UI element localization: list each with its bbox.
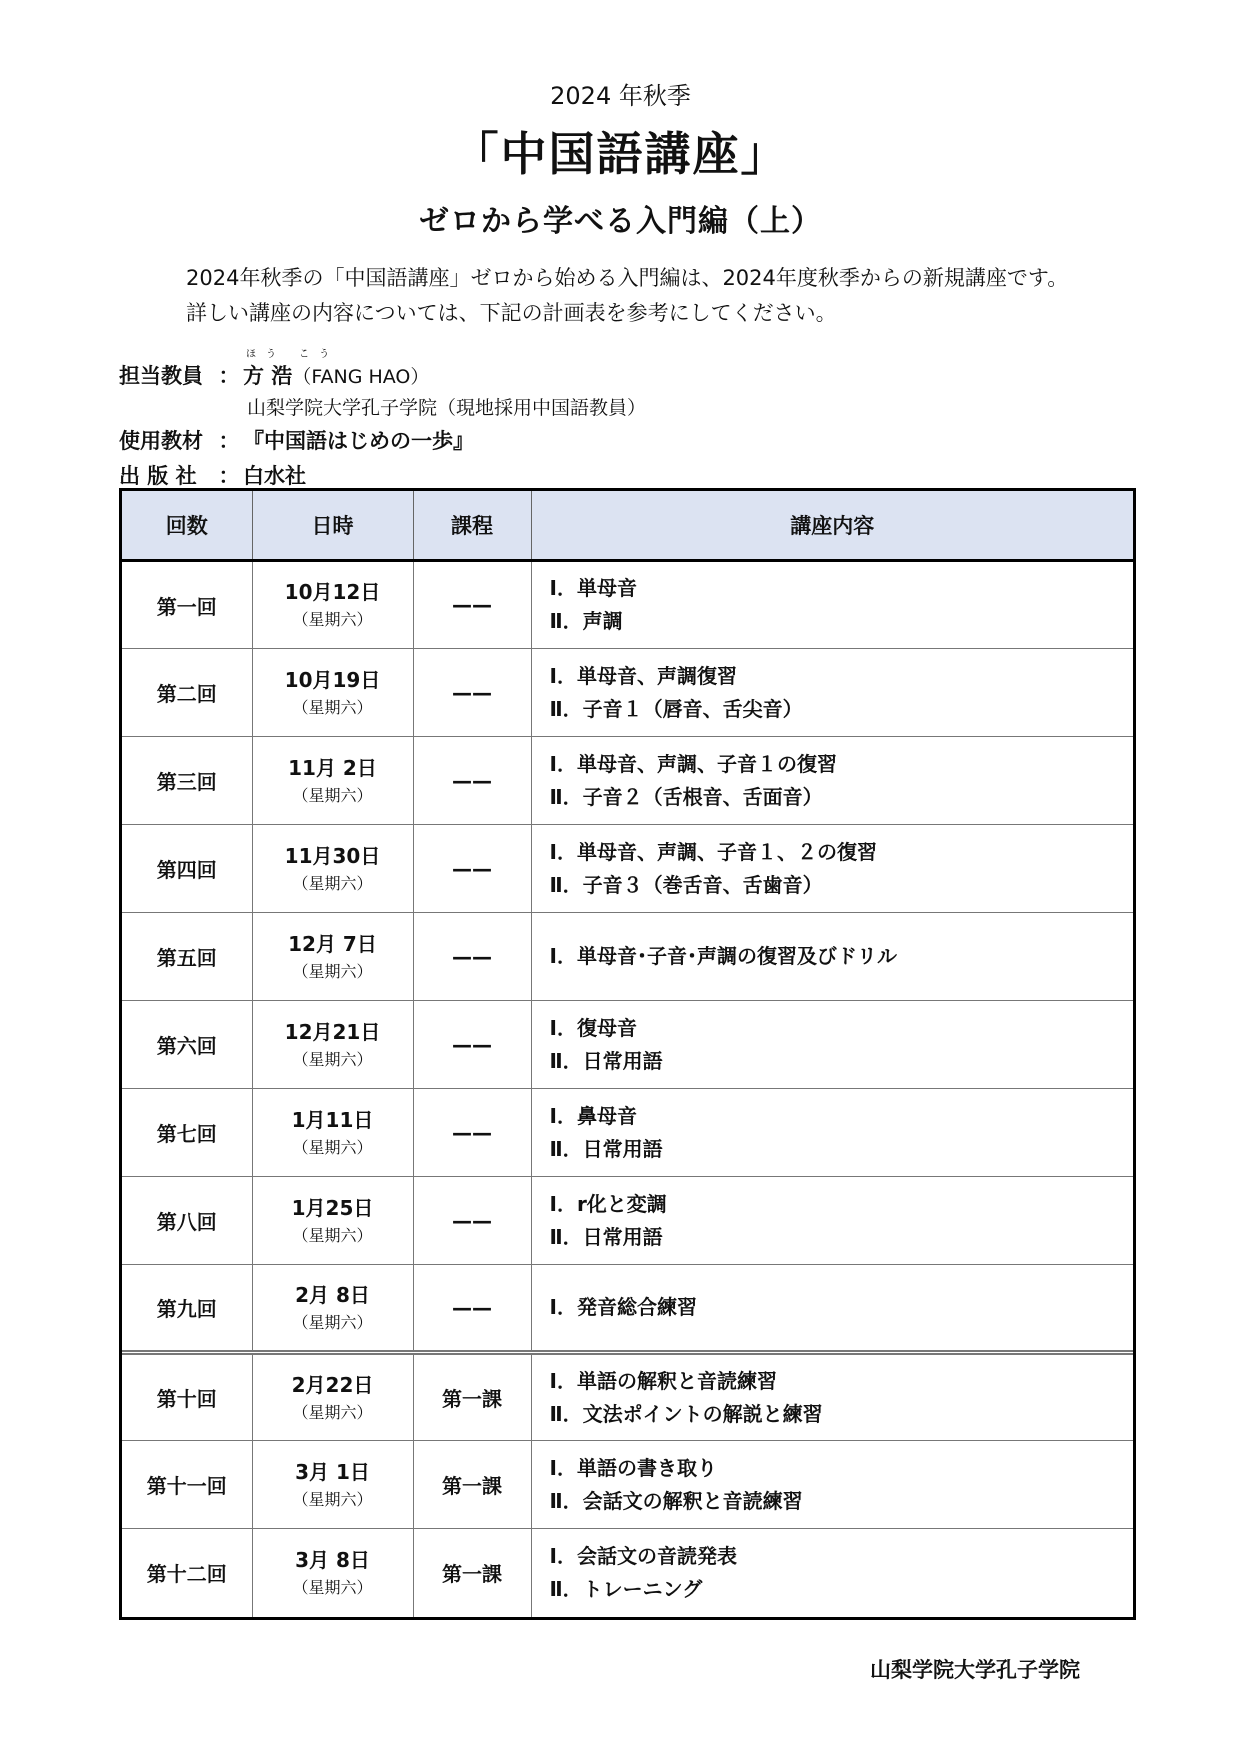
content-item: Ⅰ．単母音 bbox=[549, 576, 637, 600]
teacher-ruby: ほう こう bbox=[246, 349, 340, 360]
session-content bbox=[531, 1441, 1133, 1529]
session-date-cell bbox=[252, 825, 413, 913]
session-course: 第一課 bbox=[413, 1529, 531, 1617]
intro-line-2: 詳しい講座の内容については、下記の計画表を参考にしてください。 bbox=[186, 301, 837, 325]
content-item: Ⅱ．日常用語 bbox=[549, 1048, 663, 1073]
table-row bbox=[122, 825, 1133, 913]
header-course: 課程 bbox=[413, 491, 531, 561]
session-date: 3月 1日 bbox=[295, 1459, 370, 1484]
textbook-label: 使用教材 bbox=[119, 429, 203, 453]
separator: ： bbox=[218, 364, 240, 388]
session-date: 2月22日 bbox=[291, 1372, 374, 1397]
table-row bbox=[122, 1529, 1133, 1617]
session-number: 第二回 bbox=[122, 649, 252, 737]
separator: ： bbox=[218, 429, 240, 453]
session-weekday: （星期六） bbox=[292, 610, 373, 629]
session-date-cell bbox=[252, 1001, 413, 1089]
session-course: 第一課 bbox=[413, 1353, 531, 1441]
session-date-cell bbox=[252, 649, 413, 737]
content-item: Ⅱ．会話文の解釈と音読練習 bbox=[549, 1488, 803, 1513]
table-row bbox=[122, 649, 1133, 737]
session-date: 10月19日 bbox=[284, 667, 381, 692]
session-weekday: （星期六） bbox=[292, 1312, 373, 1332]
session-number: 第七回 bbox=[122, 1089, 252, 1177]
session-date-cell bbox=[252, 561, 413, 649]
season-label: 2024 年秋季 bbox=[550, 82, 691, 110]
schedule-table bbox=[119, 488, 1136, 1620]
session-content bbox=[531, 737, 1133, 825]
teacher-label: 担当教員 bbox=[119, 364, 203, 388]
session-date-cell bbox=[252, 1089, 413, 1177]
session-date: 12月21日 bbox=[284, 1019, 381, 1044]
session-content bbox=[531, 1529, 1133, 1617]
session-course: —— bbox=[413, 649, 531, 737]
table-row bbox=[122, 1265, 1133, 1353]
teacher-name: 方 浩 bbox=[243, 364, 293, 388]
session-date: 3月 8日 bbox=[295, 1547, 370, 1572]
session-content bbox=[531, 649, 1133, 737]
session-weekday: （星期六） bbox=[292, 785, 373, 805]
session-number: 第四回 bbox=[122, 825, 252, 913]
session-date-cell bbox=[252, 737, 413, 825]
session-number: 第一回 bbox=[122, 561, 252, 649]
session-content bbox=[531, 1001, 1133, 1089]
session-number: 第五回 bbox=[122, 913, 252, 1001]
session-content bbox=[531, 913, 1133, 1001]
publisher-name: 白水社 bbox=[243, 464, 306, 488]
session-content bbox=[531, 561, 1133, 649]
table-row bbox=[122, 913, 1133, 1001]
session-date: 1月25日 bbox=[291, 1195, 374, 1220]
content-item: Ⅰ．単母音、声調、子音１の復習 bbox=[549, 751, 837, 776]
table-row bbox=[122, 1441, 1133, 1529]
session-content bbox=[531, 1353, 1133, 1441]
table-header-row bbox=[122, 491, 1133, 561]
page-title: 「中国語講座」 bbox=[452, 127, 789, 181]
session-number: 第十回 bbox=[122, 1353, 252, 1441]
session-date-cell bbox=[252, 913, 413, 1001]
content-item: Ⅱ．文法ポイントの解説と練習 bbox=[549, 1401, 823, 1426]
session-date-cell bbox=[252, 1353, 413, 1441]
session-date: 12月 7日 bbox=[288, 931, 377, 956]
table-row bbox=[122, 1001, 1133, 1089]
content-item: Ⅱ．声調 bbox=[549, 609, 623, 633]
content-item: Ⅰ．発音総合練習 bbox=[549, 1295, 697, 1319]
content-item: Ⅰ．会話文の音読発表 bbox=[549, 1543, 737, 1568]
publisher-label: 出 版 社 bbox=[119, 464, 197, 488]
session-content bbox=[531, 1265, 1133, 1353]
session-content bbox=[531, 1177, 1133, 1265]
session-course: —— bbox=[413, 1001, 531, 1089]
page-subtitle: ゼロから学べる入門編（上） bbox=[419, 204, 822, 239]
content-item: Ⅰ．単語の書き取り bbox=[549, 1455, 717, 1480]
session-content bbox=[531, 825, 1133, 913]
publisher-row bbox=[119, 460, 306, 490]
teacher-affiliation: 山梨学院大学孔子学院（現地採用中国語教員） bbox=[247, 397, 647, 419]
session-weekday: （星期六） bbox=[292, 697, 373, 717]
content-item: Ⅱ．子音３（巻舌音、舌歯音） bbox=[549, 872, 823, 897]
session-date: 1月11日 bbox=[291, 1107, 374, 1132]
session-course: —— bbox=[413, 825, 531, 913]
session-course: —— bbox=[413, 1265, 531, 1353]
teacher-row bbox=[119, 360, 429, 390]
teacher-name-en: （FANG HAO） bbox=[292, 366, 430, 388]
session-weekday: （星期六） bbox=[292, 1489, 373, 1509]
session-weekday: （星期六） bbox=[292, 1577, 373, 1597]
textbook-row bbox=[119, 425, 474, 455]
separator: ： bbox=[218, 464, 240, 488]
session-date-cell bbox=[252, 1177, 413, 1265]
table-row bbox=[122, 1089, 1133, 1177]
header-session: 回数 bbox=[122, 491, 252, 561]
table-row bbox=[122, 561, 1133, 649]
content-item: Ⅰ．単母音、声調、子音１、２の復習 bbox=[549, 839, 877, 864]
table-row bbox=[122, 1353, 1133, 1441]
session-course: —— bbox=[413, 737, 531, 825]
session-number: 第八回 bbox=[122, 1177, 252, 1265]
header-date: 日時 bbox=[252, 491, 413, 561]
intro-line-1: 2024年秋季の「中国語講座」ゼロから始める入門編は、2024年度秋季からの新規講座です。 bbox=[186, 266, 1069, 290]
session-number: 第六回 bbox=[122, 1001, 252, 1089]
content-item: Ⅱ．子音１（唇音、舌尖音） bbox=[549, 696, 803, 721]
session-course: —— bbox=[413, 1089, 531, 1177]
session-date: 11月30日 bbox=[284, 843, 381, 868]
content-item: Ⅰ．鼻母音 bbox=[549, 1103, 637, 1128]
content-item: Ⅰ．単母音、声調復習 bbox=[549, 663, 737, 688]
session-date: 10月12日 bbox=[284, 580, 381, 604]
content-item: Ⅰ．r化と変調 bbox=[549, 1191, 667, 1216]
content-item: Ⅰ．復母音 bbox=[549, 1015, 637, 1040]
content-item: Ⅱ．子音２（舌根音、舌面音） bbox=[549, 784, 823, 809]
session-number: 第三回 bbox=[122, 737, 252, 825]
session-weekday: （星期六） bbox=[292, 1049, 373, 1069]
session-number: 第十一回 bbox=[122, 1441, 252, 1529]
session-date-cell bbox=[252, 1529, 413, 1617]
session-course: —— bbox=[413, 561, 531, 649]
footer-institution: 山梨学院大学孔子学院 bbox=[870, 1658, 1080, 1682]
session-weekday: （星期六） bbox=[292, 1402, 373, 1422]
session-date: 2月 8日 bbox=[295, 1282, 370, 1307]
header-content: 講座内容 bbox=[531, 491, 1133, 561]
content-item: Ⅱ．日常用語 bbox=[549, 1224, 663, 1249]
session-course: —— bbox=[413, 1177, 531, 1265]
session-weekday: （星期六） bbox=[292, 1137, 373, 1157]
session-date: 11月 2日 bbox=[288, 755, 377, 780]
session-weekday: （星期六） bbox=[292, 1225, 373, 1245]
session-course: —— bbox=[413, 913, 531, 1001]
content-item: Ⅱ．トレーニング bbox=[549, 1576, 703, 1601]
session-weekday: （星期六） bbox=[292, 873, 373, 893]
session-number: 第十二回 bbox=[122, 1529, 252, 1617]
session-date-cell bbox=[252, 1441, 413, 1529]
textbook-name: 『中国語はじめの一歩』 bbox=[243, 429, 474, 453]
content-item: Ⅰ．単母音･子音･声調の復習及びドリル bbox=[549, 944, 897, 968]
table-row bbox=[122, 737, 1133, 825]
content-item: Ⅰ．単語の解釈と音読練習 bbox=[549, 1368, 777, 1393]
session-content bbox=[531, 1089, 1133, 1177]
table-row bbox=[122, 1177, 1133, 1265]
session-course: 第一課 bbox=[413, 1441, 531, 1529]
content-item: Ⅱ．日常用語 bbox=[549, 1136, 663, 1161]
session-date-cell bbox=[252, 1265, 413, 1353]
session-weekday: （星期六） bbox=[292, 961, 373, 981]
session-number: 第九回 bbox=[122, 1265, 252, 1353]
